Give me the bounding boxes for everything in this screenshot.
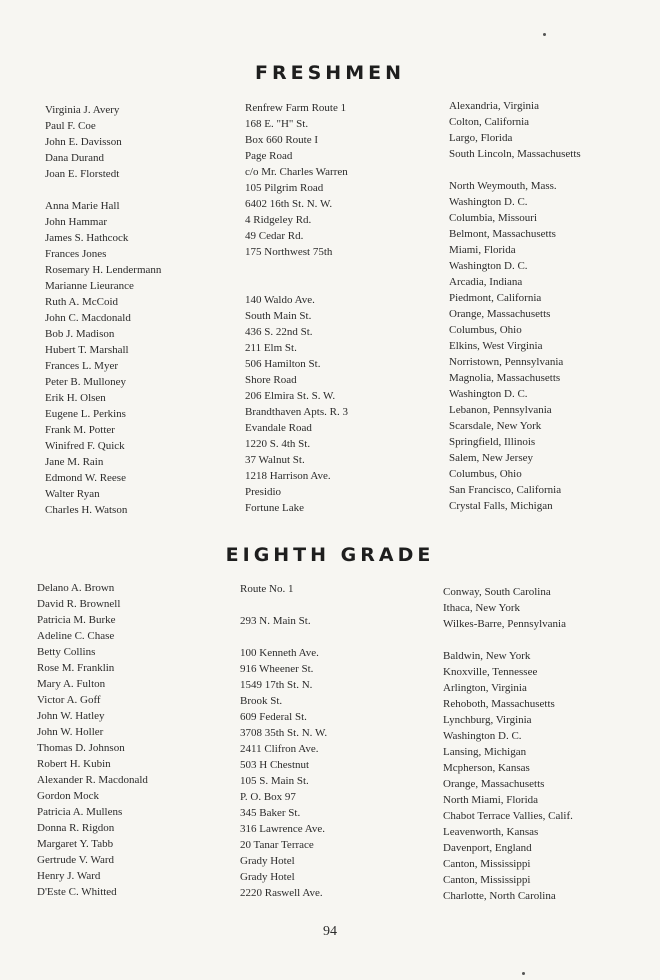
student-name: Joan E. Florstedt	[45, 168, 120, 180]
student-city: North Weymouth, Mass.	[449, 180, 557, 192]
student-address: 503 H Chestnut	[240, 759, 310, 771]
student-city: Scarsdale, New York	[449, 420, 542, 432]
student-city: Canton, Mississippi	[443, 858, 531, 870]
student-name: Adeline C. Chase	[37, 630, 115, 642]
student-city: Lansing, Michigan	[443, 746, 527, 758]
student-name: Dana Durand	[45, 152, 104, 164]
freshmen-names-column	[45, 102, 230, 518]
student-name: Frances L. Myer	[45, 360, 119, 372]
student-city: Washington D. C.	[449, 388, 528, 400]
student-name: Patricia A. Mullens	[37, 806, 123, 818]
student-city: Arlington, Virginia	[443, 682, 527, 694]
student-city: Columbus, Ohio	[449, 324, 522, 336]
freshmen-addresses-column	[245, 100, 440, 516]
student-name: Delano A. Brown	[37, 582, 115, 594]
print-speck	[543, 33, 546, 36]
blank-line	[240, 597, 435, 613]
student-address: 105 S. Main St.	[240, 775, 309, 787]
student-address: 316 Lawrence Ave.	[240, 823, 326, 835]
student-address: Renfrew Farm Route 1	[245, 102, 347, 114]
student-address: Grady Hotel	[240, 855, 295, 867]
blank-line	[245, 260, 440, 276]
student-city: Washington D. C.	[449, 260, 528, 272]
student-name: Eugene L. Perkins	[45, 408, 126, 420]
student-city: Washington D. C.	[443, 730, 522, 742]
student-city: Leavenworth, Kansas	[443, 826, 539, 838]
student-name: Gertrude V. Ward	[37, 854, 115, 866]
student-address: 506 Hamilton St.	[245, 358, 321, 370]
student-city: Crystal Falls, Michigan	[449, 500, 553, 512]
student-name: Marianne Lieurance	[45, 280, 134, 292]
student-address: Box 660 Route I	[245, 134, 319, 146]
student-name: Winifred F. Quick	[45, 440, 125, 452]
student-name: John E. Davisson	[45, 136, 122, 148]
student-name: Alexander R. Macdonald	[37, 774, 148, 786]
blank-line	[245, 276, 440, 292]
student-address: 1549 17th St. N.	[240, 679, 313, 691]
student-name: Edmond W. Reese	[45, 472, 126, 484]
student-city: Springfield, Illinois	[449, 436, 536, 448]
student-address: 100 Kenneth Ave.	[240, 647, 319, 659]
student-city: Conway, South Carolina	[443, 586, 551, 598]
student-address: 609 Federal St.	[240, 711, 307, 723]
student-city: Piedmont, California	[449, 292, 542, 304]
student-city: Miami, Florida	[449, 244, 516, 256]
student-address: 140 Waldo Ave.	[245, 294, 315, 306]
student-address: 37 Walnut St.	[245, 454, 305, 466]
student-city: Arcadia, Indiana	[449, 276, 523, 288]
student-city: South Lincoln, Massachusetts	[449, 148, 581, 160]
student-name: Patricia M. Burke	[37, 614, 116, 626]
student-address: P. O. Box 97	[240, 791, 296, 803]
student-city: Rehoboth, Massachusetts	[443, 698, 555, 710]
student-name: John Hammar	[45, 216, 108, 228]
student-name: D'Este C. Whitted	[37, 886, 117, 898]
student-name: Jane M. Rain	[45, 456, 104, 468]
student-name: Peter B. Mulloney	[45, 376, 126, 388]
student-name: Erik H. Olsen	[45, 392, 106, 404]
student-name: Gordon Mock	[37, 790, 100, 802]
student-city: Mcpherson, Kansas	[443, 762, 530, 774]
student-name: Paul F. Coe	[45, 120, 96, 132]
student-address: Evandale Road	[245, 422, 312, 434]
student-name: Anna Marie Hall	[45, 200, 120, 212]
student-address: 211 Elm St.	[245, 342, 297, 354]
student-address: 20 Tanar Terrace	[240, 839, 314, 851]
student-name: Virginia J. Avery	[45, 104, 120, 116]
student-address: Shore Road	[245, 374, 297, 386]
student-name: Mary A. Fulton	[37, 678, 106, 690]
student-name: Hubert T. Marshall	[45, 344, 129, 356]
print-speck	[522, 972, 525, 975]
blank-line	[240, 629, 435, 645]
student-name: Margaret Y. Tabb	[37, 838, 114, 850]
student-name: Donna R. Rigdon	[37, 822, 115, 834]
student-address: Grady Hotel	[240, 871, 295, 883]
student-name: Betty Collins	[37, 646, 96, 658]
student-address: Brandthaven Apts. R. 3	[245, 406, 348, 418]
student-address: Presidio	[245, 486, 282, 498]
student-city: Belmont, Massachusetts	[449, 228, 556, 240]
student-address: 49 Cedar Rd.	[245, 230, 304, 242]
student-address: 293 N. Main St.	[240, 615, 311, 627]
student-city: Baldwin, New York	[443, 650, 531, 662]
student-address: Page Road	[245, 150, 293, 162]
student-name: Charles H. Watson	[45, 504, 128, 516]
student-name: John C. Macdonald	[45, 312, 131, 324]
student-address: 345 Baker St.	[240, 807, 301, 819]
student-city: Elkins, West Virginia	[449, 340, 543, 352]
freshmen-cities-column	[449, 98, 655, 514]
student-city: Lebanon, Pennsylvania	[449, 404, 552, 416]
student-name: David R. Brownell	[37, 598, 121, 610]
student-address: South Main St.	[245, 310, 312, 322]
student-name: Rose M. Franklin	[37, 662, 115, 674]
student-city: Colton, California	[449, 116, 530, 128]
student-address: 175 Northwest 75th	[245, 246, 333, 258]
student-city: North Miami, Florida	[443, 794, 539, 806]
student-city: Alexandria, Virginia	[449, 100, 539, 112]
student-name: John W. Hatley	[37, 710, 105, 722]
student-name: Robert H. Kubin	[37, 758, 111, 770]
student-name: Walter Ryan	[45, 488, 100, 500]
student-city: Columbus, Ohio	[449, 468, 522, 480]
student-name: Henry J. Ward	[37, 870, 101, 882]
student-address: 2411 Clifron Ave.	[240, 743, 319, 755]
student-city: Salem, New Jersey	[449, 452, 534, 464]
student-address: 6402 16th St. N. W.	[245, 198, 333, 210]
eighth-grade-names-column	[37, 580, 222, 900]
student-city: San Francisco, California	[449, 484, 562, 496]
freshmen-heading: FRESHMEN	[255, 62, 405, 84]
student-address: Route No. 1	[240, 583, 294, 595]
student-address: 1218 Harrison Ave.	[245, 470, 331, 482]
student-city: Columbia, Missouri	[449, 212, 538, 224]
student-city: Magnolia, Massachusetts	[449, 372, 561, 384]
student-name: Thomas D. Johnson	[37, 742, 125, 754]
student-city: Wilkes-Barre, Pennsylvania	[443, 618, 566, 630]
student-address: 916 Wheener St.	[240, 663, 314, 675]
student-city: Norristown, Pennsylvania	[449, 356, 564, 368]
student-city: Washington D. C.	[449, 196, 528, 208]
student-address: c/o Mr. Charles Warren	[245, 166, 348, 178]
student-name: Frances Jones	[45, 248, 107, 260]
student-city: Orange, Massachusetts	[449, 308, 551, 320]
student-city: Ithaca, New York	[443, 602, 520, 614]
student-name: Rosemary H. Lendermann	[45, 264, 162, 276]
page-number: 94	[323, 924, 337, 939]
student-address: Fortune Lake	[245, 502, 304, 514]
student-city: Knoxville, Tennessee	[443, 666, 538, 678]
student-address: 4 Ridgeley Rd.	[245, 214, 312, 226]
blank-line	[45, 182, 230, 198]
student-city: Lynchburg, Virginia	[443, 714, 532, 726]
student-city: Orange, Massachusetts	[443, 778, 545, 790]
student-name: Victor A. Goff	[37, 694, 101, 706]
student-address: 1220 S. 4th St.	[245, 438, 311, 450]
student-city: Canton, Mississippi	[443, 874, 531, 886]
student-address: 436 S. 22nd St.	[245, 326, 313, 338]
student-city: Davenport, England	[443, 842, 532, 854]
blank-line	[449, 162, 655, 178]
student-address: 206 Elmira St. S. W.	[245, 390, 336, 402]
student-name: James S. Hathcock	[45, 232, 129, 244]
student-name: John W. Holler	[37, 726, 104, 738]
student-address: 105 Pilgrim Road	[245, 182, 324, 194]
student-address: 3708 35th St. N. W.	[240, 727, 328, 739]
eighth-grade-addresses-column	[240, 581, 435, 901]
student-address: Brook St.	[240, 695, 283, 707]
student-name: Ruth A. McCoid	[45, 296, 119, 308]
eighth-grade-heading: EIGHTH GRADE	[225, 544, 435, 566]
student-city: Charlotte, North Carolina	[443, 890, 556, 902]
eighth-grade-cities-column	[443, 584, 655, 904]
student-address: 2220 Raswell Ave.	[240, 887, 323, 899]
student-name: Frank M. Potter	[45, 424, 115, 436]
student-city: Chabot Terrace Vallies, Calif.	[443, 810, 573, 822]
student-city: Largo, Florida	[449, 132, 513, 144]
blank-line	[443, 632, 655, 648]
student-address: 168 E. "H" St.	[245, 118, 309, 130]
student-name: Bob J. Madison	[45, 328, 115, 340]
